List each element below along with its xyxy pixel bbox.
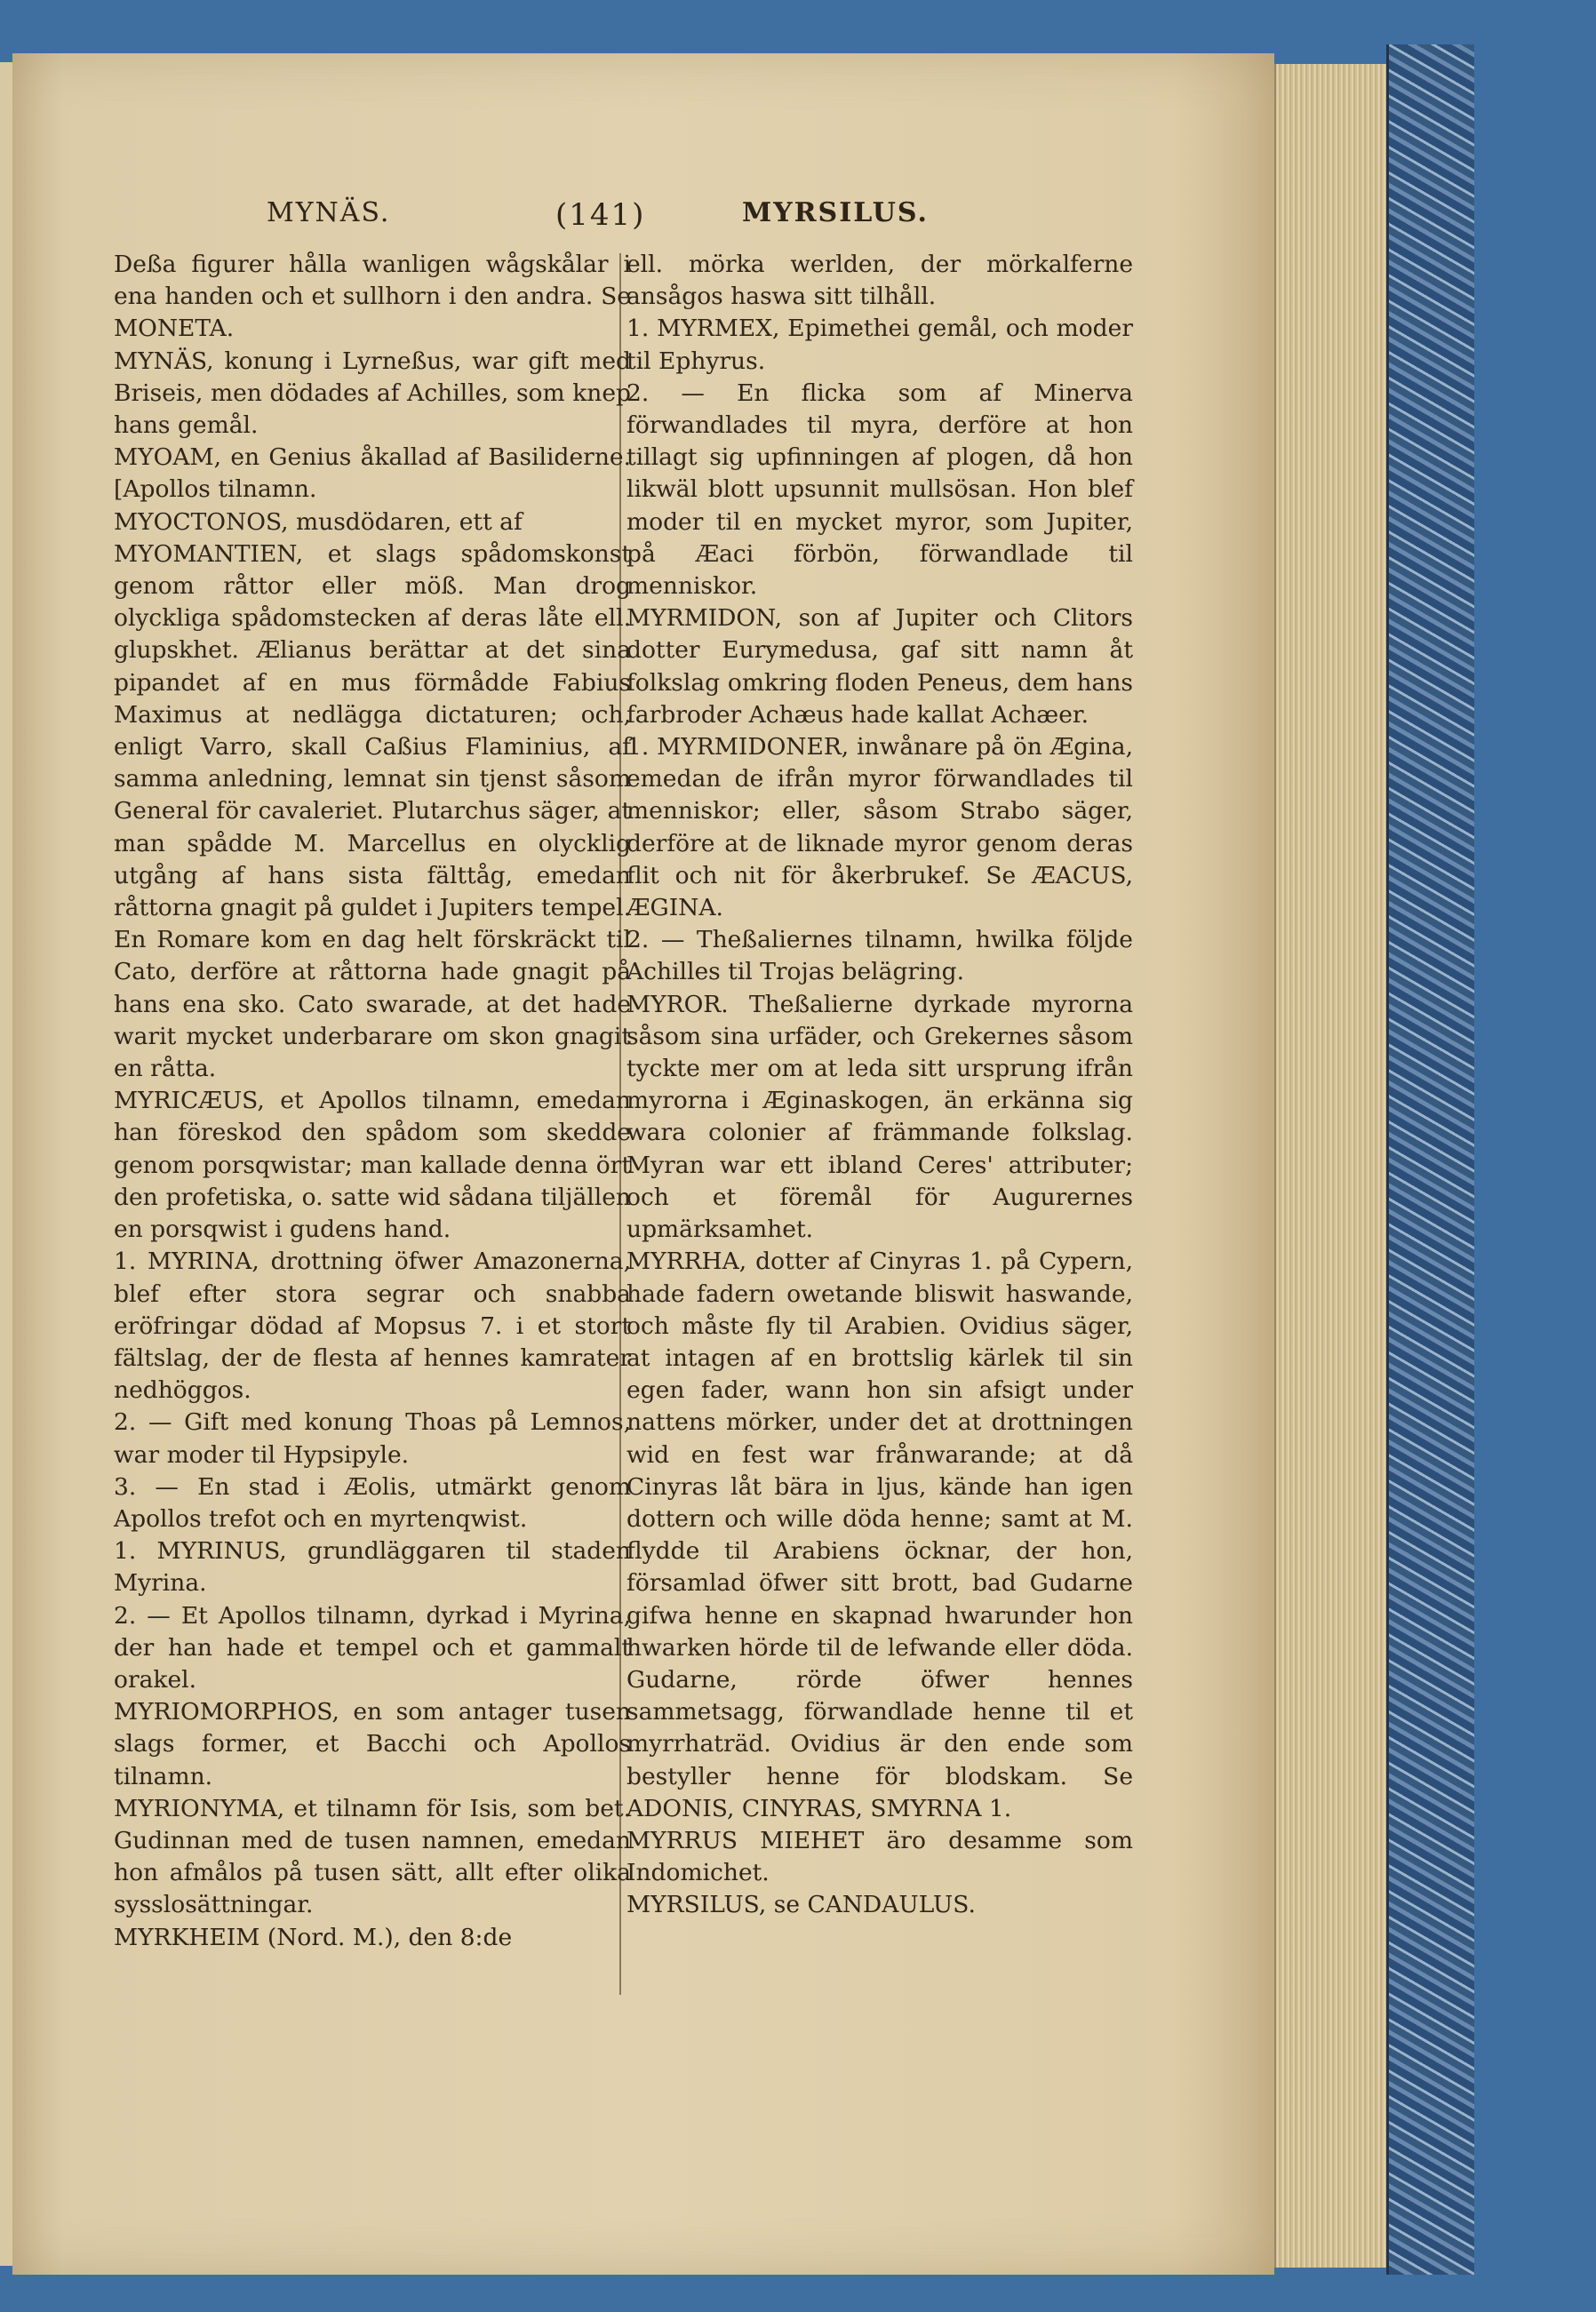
entry: MYRMIDON, son af Jupiter och Clitors dotter Eurymedusa, gaf sitt namn åt folkslag omkring floden Peneus, dem hans farbroder Achæus hade kallat Achæer. (626, 604, 1133, 729)
entry: ell. mörka werlden, der mörkalferne ansågos haswa sitt tilhåll. (626, 251, 1133, 311)
marbled-cover (1386, 44, 1474, 2275)
entry: MYRKHEIM (Nord. M.), den 8:de (114, 1923, 513, 1951)
entry: MYRIOMORPHOS, en som antager tusen slags former, et Bacchi och Apollos tilnamn. (114, 1698, 631, 1790)
entry: MYOCTONOS, musdödaren, ett af (114, 507, 523, 536)
entry: MYRSILUS, se CANDAULUS. (626, 1891, 976, 1919)
entry: 2. — Et Apollos tilnamn, dyrkad i Myrina, der han hade et tempel och et gammalt orakel. (114, 1601, 631, 1694)
entry: MYRRUS MIEHET äro desamme som Indomichet. (626, 1826, 1133, 1887)
left-column (114, 249, 631, 1954)
entry: 1. MYRMIDONER, inwånare på ön Ægina, emedan de ifrån myror förwandlades til menniskor; eller, såsom Strabo säger, derföre at de liknade myror genom deras flit och nit för åkerbrukef. Se ÆACUS, ÆGINA. (626, 733, 1133, 922)
right-column (626, 249, 1133, 1922)
entry: Deßa figurer hålla wanligen wågskålar i ena handen och et sullhorn i den andra. Se MONETA. (114, 251, 631, 343)
page-block-edge (1274, 64, 1392, 2268)
entry: 2. — En flicka som af Minerva förwandlades til myra, derföre at hon tillagt sig upfinningen af plogen, då hon likwäl blott upsunnit mullsösan. Hon blef moder til en mycket myror, som Jupiter, på Æaci förbön, förwandlade til menniskor. (626, 379, 1133, 601)
entry: 1. MYRINUS, grundläggaren til staden Myrina. (114, 1537, 631, 1598)
entry: MYRRHA, dotter af Cinyras 1. på Cypern, hade fadern owetande bliswit haswande, och måste fly til Arabien. Ovidius säger, at intagen af en brottslig kärlek til sin egen fader, wann hon sin afsigt under nattens mörker, under det at drottningen wid en fest war frånwarande; at då Cinyras låt bära in ljus, kände han igen dottern och wille döda henne; samt at M. flydde til Arabiens öcknar, der hon, församlad öfwer sitt brott, bad Gudarne gifwa henne en skapnad hwarunder hon hwarken hörde til de lefwande eller döda. Gudarne, rörde öfwer hennes sammetsagg, förwandlade henne til et myrrhaträd. Ovidius är den ende som bestyller henne för blodskam. Se ADONIS, CINYRAS, SMYRNA 1. (626, 1248, 1133, 1822)
entry: 2. — Gift med konung Thoas på Lemnos, war moder til Hypsipyle. (114, 1408, 631, 1469)
entry: MYRIONYMA, et tilnamn för Isis, som bet. Gudinnan med de tusen namnen, emedan hon afmålos på tusen sätt, allt efter olika sysslosättningar. (114, 1794, 631, 1919)
entry: 1. MYRINA, drottning öfwer Amazonerna, blef efter stora segrar och snabba eröfringar dödad af Mopsus 7. i et stort fältslag, der de flesta af hennes kamrater nedhöggos. (114, 1248, 631, 1405)
entry: MYOAM, en Genius åkallad af Basiliderne. [Apollos tilnamn. (114, 443, 631, 504)
header-right-word: MYRSILUS. (742, 197, 929, 228)
entry: MYOMANTIEN, et slags spådomskonst genom råttor eller möß. Man drog olyckliga spådomstecken af deras låte ell. glupskhet. Ælianus berättar at det sina pipandet af en mus förmådde Fabius Maximus at nedlägga dictaturen; och, enligt Varro, skall Caßius Flaminius, af samma anledning, lemnat sin tjenst såsom General för cavaleriet. Plutarchus säger, at man spådde M. Marcellus en olycklig utgång af hans sista fälttåg, emedan råttorna gnagit på guldet i Jupiters tempel. En Romare kom en dag helt förskräckt til Cato, derföre at råttorna hade gnagit på hans ena sko. Cato swarade, at det hade warit mycket underbarare om skon gnagit en råtta. (114, 539, 631, 1083)
entry: 3. — En stad i Æolis, utmärkt genom Apollos trefot och en myrtenqwist. (114, 1472, 631, 1533)
entry: MYRICÆUS, et Apollos tilnamn, emedan han föreskod den spådom som skedde genom porsqwistar; man kallade denna ört den profetiska, o. satte wid sådana tiljällen en porsqwist i gudens hand. (114, 1087, 631, 1244)
header-left-word: MYNÄS. (267, 197, 391, 228)
running-header (98, 197, 1209, 242)
entry: 2. — Theßaliernes tilnamn, hwilka följde Achilles til Trojas belägring. (626, 926, 1133, 986)
page-number: (141) (555, 197, 646, 233)
entry: MYROR. Theßalierne dyrkade myrorna såsom sina urfäder, och Grekernes såsom tyckte mer om at leda sitt ursprung ifrån myrorna i Æginaskogen, än erkänna sig wara colonier af främmande folkslag. Myran war ett ibland Ceres' attributer; och et föremål för Augurernes upmärksamhet. (626, 990, 1133, 1244)
entry: 1. MYRMEX, Epimethei gemål, och moder til Ephyrus. (626, 315, 1133, 375)
entry: MYNÄS, konung i Lyrneßus, war gift med Briseis, men dödades af Achilles, som knep hans gemål. (114, 347, 631, 440)
